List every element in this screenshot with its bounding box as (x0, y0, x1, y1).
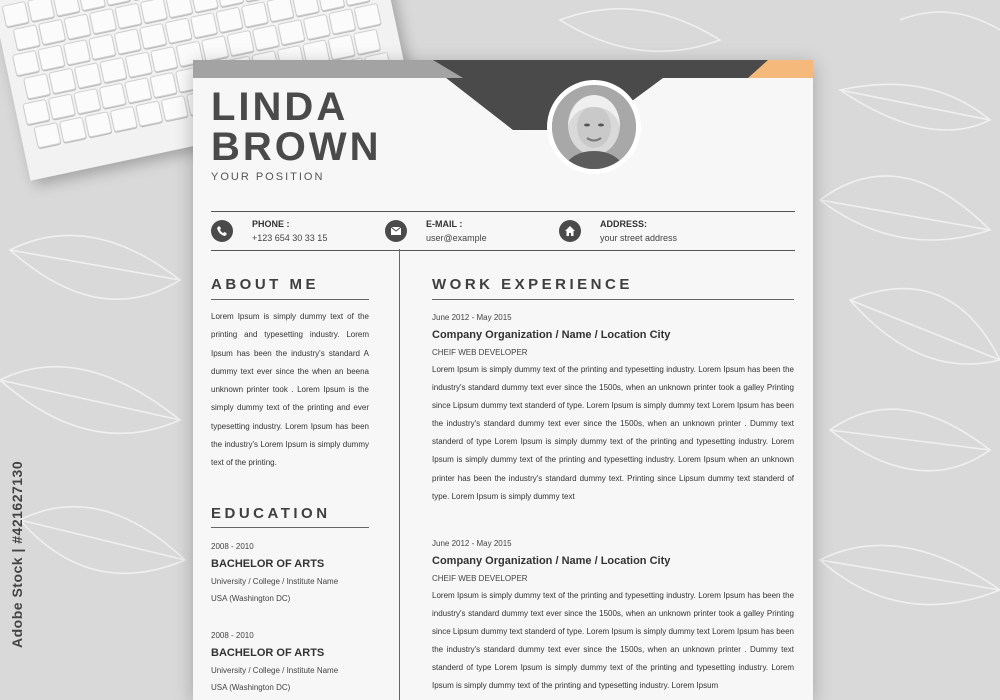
keyboard-key (135, 100, 163, 127)
education-years: 2008 - 2010 (211, 542, 381, 551)
education-entry (211, 631, 381, 692)
keyboard-key (292, 0, 320, 17)
keyboard-key (252, 24, 280, 51)
job-entry (432, 539, 794, 696)
resume-page (193, 60, 813, 700)
column-divider (399, 249, 400, 700)
job-date: June 2012 - May 2015 (432, 313, 794, 322)
address-value: your street address (600, 233, 677, 243)
education-title: EDUCATION (211, 505, 331, 522)
keyboard-key (27, 0, 55, 22)
keyboard-key (266, 0, 294, 22)
keyboard-key (150, 72, 178, 99)
position-title: YOUR POSITION (211, 171, 324, 183)
job-company: Company Organization / Name / Location City (432, 555, 794, 567)
keyboard-key (191, 0, 219, 13)
keyboard-key (114, 28, 142, 55)
education-location: USA (Washington DC) (211, 594, 381, 603)
keyboard-key (165, 17, 193, 44)
keyboard-key (165, 0, 193, 18)
keyboard-key (59, 117, 87, 144)
keyboard-key (2, 1, 30, 28)
job-role: CHEIF WEB DEVELOPER (432, 574, 794, 583)
keyboard-key (216, 0, 244, 7)
keyboard-key (48, 93, 76, 120)
keyboard-key (150, 46, 178, 73)
keyboard-key (52, 0, 80, 17)
education-entry (211, 542, 381, 603)
address-label: ADDRESS: (600, 219, 647, 229)
keyboard-key (226, 30, 254, 57)
education-university: University / College / Institute Name (211, 577, 381, 586)
education-degree: BACHELOR OF ARTS (211, 558, 381, 570)
email-value: user@example (426, 233, 487, 243)
education-location: USA (Washington DC) (211, 683, 381, 692)
work-title: WORK EXPERIENCE (432, 276, 633, 293)
keyboard-key (328, 34, 356, 61)
keyboard-key (63, 13, 91, 40)
keyboard-key (303, 14, 331, 41)
education-degree: BACHELOR OF ARTS (211, 647, 381, 659)
keyboard-key (99, 83, 127, 110)
job-description: Lorem Ipsum is simply dummy text of the printing and typesetting industry. Lorem Ipsum has been the industry's standard dummy text ever since the 1500s, when an unknown printer took a galley Printing since Lipsum dummy text standerd of type. Lorem Ipsum is simply dummy text Lorem Ipsum has been the industry's standard dummy text ever since the 1500s, when an unknown printer . Dummy text standerd of type Lorem Ipsum is simply dummy text of the printing and typesetting industry. Lorem Ipsum is simply dummy text of the printing and typesetting industry. Lorem Ipsum (432, 587, 794, 696)
keyboard-key (73, 88, 101, 115)
home-icon (559, 220, 581, 242)
keyboard-key (12, 50, 40, 77)
keyboard-key (48, 68, 76, 95)
profile-photo (547, 80, 641, 174)
email-label: E-MAIL : (426, 219, 462, 229)
keyboard-key (114, 3, 142, 30)
job-company: Company Organization / Name / Location City (432, 329, 794, 341)
education-university: University / College / Institute Name (211, 666, 381, 675)
job-date: June 2012 - May 2015 (432, 539, 794, 548)
contact-bar (211, 211, 795, 251)
keyboard-key (190, 12, 218, 39)
phone-label: PHONE : (252, 219, 290, 229)
keyboard-key (277, 19, 305, 46)
job-description: Lorem Ipsum is simply dummy text of the printing and typesetting industry. Lorem Ipsum has been the industry's standard dummy text ever since the 1500s, when an unknown printer took a galley Printing since Lipsum dummy text standerd of type. Lorem Ipsum is simply dummy text Lorem Ipsum has been the industry's standard dummy text ever since the 1500s, when an unknown printer . Dummy text standerd of type Lorem Ipsum is simply dummy text of the printing and typesetting industry. Lorem Ipsum is simply dummy text of the printing and typesetting industry. Lorem Ipsum when an unknown printer has been the industry's standard dummy text. Printing since Lipsum dummy text standerd of type. Lorem Ipsum is simply dummy text (432, 361, 794, 506)
keyboard-key (215, 7, 243, 34)
keyboard-key (353, 28, 381, 55)
about-title: ABOUT ME (211, 276, 319, 293)
work-rule (432, 299, 794, 300)
keyboard-key (241, 1, 269, 28)
keyboard-key (89, 8, 117, 35)
keyboard-key (201, 35, 229, 62)
portrait-image (552, 85, 636, 169)
keyboard-key (37, 44, 65, 71)
keyboard-key (38, 19, 66, 46)
keyboard-key (88, 34, 116, 61)
phone-value: +123 654 30 33 15 (252, 233, 327, 243)
keyboard-key (23, 73, 51, 100)
about-rule (211, 299, 369, 300)
keyboard-key (33, 122, 61, 149)
keyboard-key (13, 24, 41, 51)
keyboard-key (99, 57, 127, 84)
keyboard-key (84, 111, 112, 138)
keyboard-key (110, 106, 138, 133)
keyboard-key (354, 3, 382, 30)
keyboard-key (124, 77, 152, 104)
job-entry (432, 313, 794, 506)
keyboard-key (74, 62, 102, 89)
keyboard-key (328, 8, 356, 35)
education-years: 2008 - 2010 (211, 631, 381, 640)
stock-id-watermark: Adobe Stock | #421627130 (9, 498, 25, 648)
education-rule (211, 527, 369, 528)
name-last: BROWN (211, 125, 382, 169)
keyboard-key (63, 39, 91, 66)
phone-icon (211, 220, 233, 242)
about-text: Lorem Ipsum is simply dummy text of the printing and typesetting industry. Lorem Ipsum has been the industry's standard A dummy text ever since the when an beena unknown printer took . Lorem Ipsum is the simply dummy text of the printing and ever typesetting industry. Lorem Ipsum has been the industry's Lorem Ipsum is simply dummy text of the printing. (211, 308, 369, 473)
keyboard-key (161, 95, 189, 122)
keyboard-key (125, 51, 153, 78)
job-role: CHEIF WEB DEVELOPER (432, 348, 794, 357)
name-first: LINDA (211, 85, 348, 129)
keyboard-key (242, 0, 270, 2)
candidate-name (211, 87, 382, 167)
keyboard-key (139, 23, 167, 50)
keyboard-key (22, 99, 50, 126)
mail-icon (385, 220, 407, 242)
keyboard-key (140, 0, 168, 24)
